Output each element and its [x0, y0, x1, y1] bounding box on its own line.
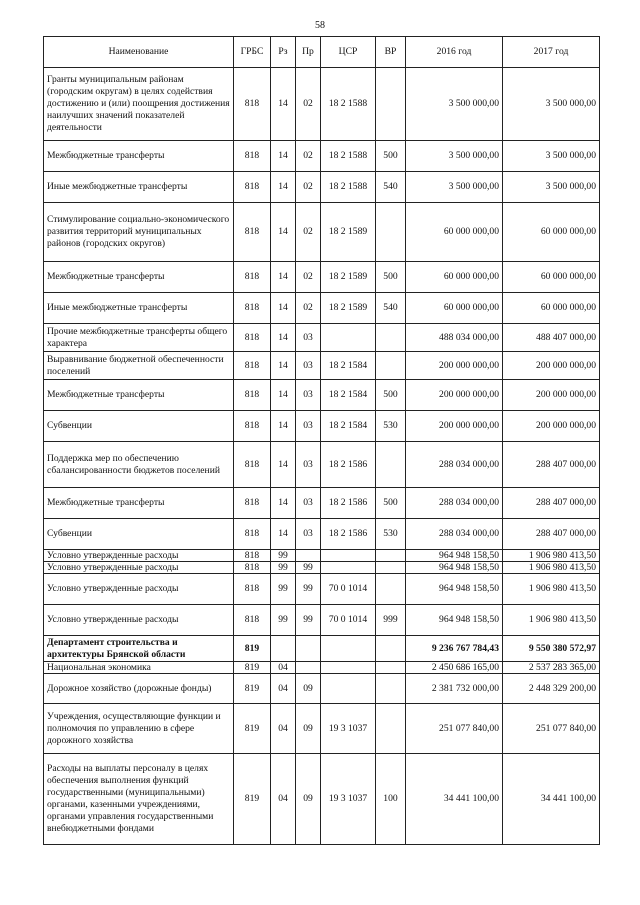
row-pr: 99 [296, 574, 321, 605]
row-vr: 540 [376, 172, 406, 203]
row-name: Дорожное хозяйство (дорожные фонды) [44, 674, 234, 704]
row-rz: 14 [271, 172, 296, 203]
row-amount-2017: 60 000 000,00 [503, 203, 600, 262]
row-grbs: 818 [234, 324, 271, 352]
row-name: Условно утвержденные расходы [44, 562, 234, 574]
table-row [44, 488, 600, 519]
row-amount-2017: 60 000 000,00 [503, 293, 600, 324]
header-pr: Пр [296, 37, 321, 68]
row-grbs: 819 [234, 704, 271, 754]
header-2017: 2017 год [503, 37, 600, 68]
table-row [44, 262, 600, 293]
row-rz: 99 [271, 574, 296, 605]
row-grbs: 818 [234, 562, 271, 574]
row-pr: 03 [296, 488, 321, 519]
row-csr [321, 662, 376, 674]
row-amount-2016: 60 000 000,00 [406, 293, 503, 324]
row-rz: 14 [271, 380, 296, 411]
row-grbs: 818 [234, 293, 271, 324]
header-rz: Рз [271, 37, 296, 68]
row-amount-2017: 1 906 980 413,50 [503, 605, 600, 636]
header-vr: ВР [376, 37, 406, 68]
row-amount-2017: 288 407 000,00 [503, 519, 600, 550]
row-vr [376, 203, 406, 262]
table-row [44, 662, 600, 674]
row-pr: 03 [296, 519, 321, 550]
row-vr: 100 [376, 754, 406, 845]
row-csr: 18 2 1589 [321, 293, 376, 324]
header-name: Наименование [44, 37, 234, 68]
table-row [44, 605, 600, 636]
table-header-row [44, 37, 600, 68]
row-amount-2017: 3 500 000,00 [503, 172, 600, 203]
row-csr: 18 2 1588 [321, 68, 376, 141]
row-csr [321, 674, 376, 704]
row-pr [296, 550, 321, 562]
row-amount-2017: 288 407 000,00 [503, 488, 600, 519]
table-row [44, 574, 600, 605]
row-csr [321, 550, 376, 562]
row-rz: 04 [271, 754, 296, 845]
row-rz: 14 [271, 442, 296, 488]
row-csr: 19 3 1037 [321, 754, 376, 845]
row-amount-2016: 288 034 000,00 [406, 442, 503, 488]
row-amount-2016: 60 000 000,00 [406, 262, 503, 293]
table-row [44, 324, 600, 352]
row-amount-2016: 964 948 158,50 [406, 562, 503, 574]
row-csr: 70 0 1014 [321, 574, 376, 605]
row-vr [376, 662, 406, 674]
row-rz: 14 [271, 488, 296, 519]
row-vr [376, 550, 406, 562]
row-rz: 14 [271, 519, 296, 550]
row-csr: 70 0 1014 [321, 605, 376, 636]
row-pr: 03 [296, 324, 321, 352]
row-name: Иные межбюджетные трансферты [44, 293, 234, 324]
table-row [44, 141, 600, 172]
row-amount-2017: 3 500 000,00 [503, 68, 600, 141]
row-name: Субвенции [44, 519, 234, 550]
row-amount-2016: 2 450 686 165,00 [406, 662, 503, 674]
row-grbs: 818 [234, 380, 271, 411]
row-amount-2016: 288 034 000,00 [406, 519, 503, 550]
table-row [44, 411, 600, 442]
row-amount-2017: 2 448 329 200,00 [503, 674, 600, 704]
row-pr: 03 [296, 380, 321, 411]
row-amount-2017: 288 407 000,00 [503, 442, 600, 488]
row-grbs: 818 [234, 488, 271, 519]
row-rz: 99 [271, 562, 296, 574]
row-amount-2016: 60 000 000,00 [406, 203, 503, 262]
row-amount-2017: 1 906 980 413,50 [503, 562, 600, 574]
row-rz: 14 [271, 141, 296, 172]
row-grbs: 819 [234, 754, 271, 845]
table-row [44, 550, 600, 562]
row-rz: 04 [271, 662, 296, 674]
row-amount-2017: 60 000 000,00 [503, 262, 600, 293]
row-pr [296, 636, 321, 662]
row-name: Стимулирование социально-экономического развития территорий муниципальных районов (городских округов) [44, 203, 234, 262]
row-grbs: 818 [234, 68, 271, 141]
row-grbs: 818 [234, 605, 271, 636]
row-pr: 02 [296, 293, 321, 324]
row-pr: 02 [296, 68, 321, 141]
row-amount-2016: 964 948 158,50 [406, 550, 503, 562]
row-rz: 99 [271, 605, 296, 636]
table-row [44, 704, 600, 754]
row-rz: 14 [271, 293, 296, 324]
row-rz: 99 [271, 550, 296, 562]
row-csr: 18 2 1586 [321, 488, 376, 519]
row-amount-2016: 251 077 840,00 [406, 704, 503, 754]
row-grbs: 818 [234, 203, 271, 262]
table-row [44, 636, 600, 662]
row-csr: 18 2 1586 [321, 442, 376, 488]
row-vr [376, 674, 406, 704]
row-name: Условно утвержденные расходы [44, 574, 234, 605]
row-amount-2016: 200 000 000,00 [406, 352, 503, 380]
row-vr: 530 [376, 519, 406, 550]
row-amount-2016: 3 500 000,00 [406, 141, 503, 172]
row-csr: 18 2 1584 [321, 411, 376, 442]
row-rz: 04 [271, 704, 296, 754]
row-csr: 18 2 1584 [321, 380, 376, 411]
table-row [44, 68, 600, 141]
row-rz: 14 [271, 352, 296, 380]
table-row [44, 562, 600, 574]
row-vr [376, 68, 406, 141]
row-vr [376, 324, 406, 352]
table-row [44, 293, 600, 324]
row-grbs: 818 [234, 519, 271, 550]
row-amount-2017: 200 000 000,00 [503, 352, 600, 380]
table-row [44, 519, 600, 550]
row-vr [376, 352, 406, 380]
row-csr: 18 2 1584 [321, 352, 376, 380]
table-row [44, 172, 600, 203]
row-csr [321, 636, 376, 662]
row-pr: 02 [296, 203, 321, 262]
row-vr: 500 [376, 488, 406, 519]
row-name: Департамент строительства и архитектуры Брянской области [44, 636, 234, 662]
row-csr: 18 2 1589 [321, 203, 376, 262]
row-name: Национальная экономика [44, 662, 234, 674]
row-csr: 18 2 1586 [321, 519, 376, 550]
page-number: 58 [315, 20, 325, 31]
row-vr [376, 704, 406, 754]
row-amount-2016: 200 000 000,00 [406, 411, 503, 442]
row-pr: 02 [296, 141, 321, 172]
row-csr: 19 3 1037 [321, 704, 376, 754]
row-grbs: 818 [234, 352, 271, 380]
header-csr: ЦСР [321, 37, 376, 68]
row-amount-2017: 2 537 283 365,00 [503, 662, 600, 674]
row-amount-2016: 2 381 732 000,00 [406, 674, 503, 704]
row-name: Гранты муниципальным районам (городским округам) в целях содействия достижению и (или) поощрения достижения наилучших значений показателей деятельности [44, 68, 234, 141]
row-name: Субвенции [44, 411, 234, 442]
row-name: Условно утвержденные расходы [44, 605, 234, 636]
row-grbs: 818 [234, 442, 271, 488]
budget-table [43, 36, 600, 845]
row-pr [296, 662, 321, 674]
row-amount-2016: 9 236 767 784,43 [406, 636, 503, 662]
row-amount-2016: 34 441 100,00 [406, 754, 503, 845]
row-amount-2016: 3 500 000,00 [406, 68, 503, 141]
row-name: Выравнивание бюджетной обеспеченности поселений [44, 352, 234, 380]
row-vr: 500 [376, 262, 406, 293]
row-vr: 500 [376, 380, 406, 411]
row-amount-2016: 964 948 158,50 [406, 574, 503, 605]
table-row [44, 754, 600, 845]
row-rz: 14 [271, 324, 296, 352]
row-amount-2016: 3 500 000,00 [406, 172, 503, 203]
row-rz [271, 636, 296, 662]
row-pr: 09 [296, 674, 321, 704]
row-grbs: 818 [234, 550, 271, 562]
row-grbs: 818 [234, 411, 271, 442]
row-name: Межбюджетные трансферты [44, 262, 234, 293]
row-vr: 500 [376, 141, 406, 172]
row-amount-2016: 200 000 000,00 [406, 380, 503, 411]
row-amount-2016: 288 034 000,00 [406, 488, 503, 519]
row-pr: 02 [296, 172, 321, 203]
row-vr [376, 636, 406, 662]
row-rz: 14 [271, 203, 296, 262]
row-amount-2017: 9 550 380 572,97 [503, 636, 600, 662]
row-amount-2016: 964 948 158,50 [406, 605, 503, 636]
row-grbs: 818 [234, 141, 271, 172]
row-vr [376, 574, 406, 605]
row-amount-2017: 488 407 000,00 [503, 324, 600, 352]
row-amount-2017: 34 441 100,00 [503, 754, 600, 845]
row-name: Учреждения, осуществляющие функции и полномочия по управлению в сфере дорожного хозяйства [44, 704, 234, 754]
row-amount-2017: 3 500 000,00 [503, 141, 600, 172]
row-vr: 999 [376, 605, 406, 636]
row-grbs: 819 [234, 674, 271, 704]
row-name: Условно утвержденные расходы [44, 550, 234, 562]
row-amount-2017: 1 906 980 413,50 [503, 550, 600, 562]
row-name: Иные межбюджетные трансферты [44, 172, 234, 203]
row-csr: 18 2 1589 [321, 262, 376, 293]
row-grbs: 819 [234, 662, 271, 674]
row-grbs: 818 [234, 262, 271, 293]
row-vr [376, 442, 406, 488]
row-csr [321, 562, 376, 574]
row-amount-2017: 1 906 980 413,50 [503, 574, 600, 605]
row-grbs: 818 [234, 172, 271, 203]
row-name: Межбюджетные трансферты [44, 141, 234, 172]
table-row [44, 380, 600, 411]
row-csr [321, 324, 376, 352]
header-grbs: ГРБС [234, 37, 271, 68]
row-name: Межбюджетные трансферты [44, 488, 234, 519]
row-pr: 09 [296, 754, 321, 845]
row-vr [376, 562, 406, 574]
row-grbs: 819 [234, 636, 271, 662]
row-pr: 09 [296, 704, 321, 754]
row-vr: 530 [376, 411, 406, 442]
row-csr: 18 2 1588 [321, 141, 376, 172]
row-name: Прочие межбюджетные трансферты общего характера [44, 324, 234, 352]
row-pr: 99 [296, 562, 321, 574]
row-amount-2017: 251 077 840,00 [503, 704, 600, 754]
row-pr: 02 [296, 262, 321, 293]
row-pr: 03 [296, 411, 321, 442]
row-pr: 99 [296, 605, 321, 636]
row-amount-2017: 200 000 000,00 [503, 411, 600, 442]
table-row [44, 442, 600, 488]
row-rz: 14 [271, 411, 296, 442]
table-row [44, 352, 600, 380]
row-name: Межбюджетные трансферты [44, 380, 234, 411]
row-rz: 14 [271, 262, 296, 293]
row-rz: 04 [271, 674, 296, 704]
row-amount-2017: 200 000 000,00 [503, 380, 600, 411]
table-row [44, 674, 600, 704]
row-vr: 540 [376, 293, 406, 324]
row-grbs: 818 [234, 574, 271, 605]
row-name: Поддержка мер по обеспечению сбалансированности бюджетов поселений [44, 442, 234, 488]
row-rz: 14 [271, 68, 296, 141]
row-amount-2016: 488 034 000,00 [406, 324, 503, 352]
row-pr: 03 [296, 442, 321, 488]
row-name: Расходы на выплаты персоналу в целях обеспечения выполнения функций государственными (муниципальными) органами, казенными учреждениями, органами управления государственными внебюджетными фондами [44, 754, 234, 845]
row-csr: 18 2 1588 [321, 172, 376, 203]
header-2016: 2016 год [406, 37, 503, 68]
row-pr: 03 [296, 352, 321, 380]
table-row [44, 203, 600, 262]
